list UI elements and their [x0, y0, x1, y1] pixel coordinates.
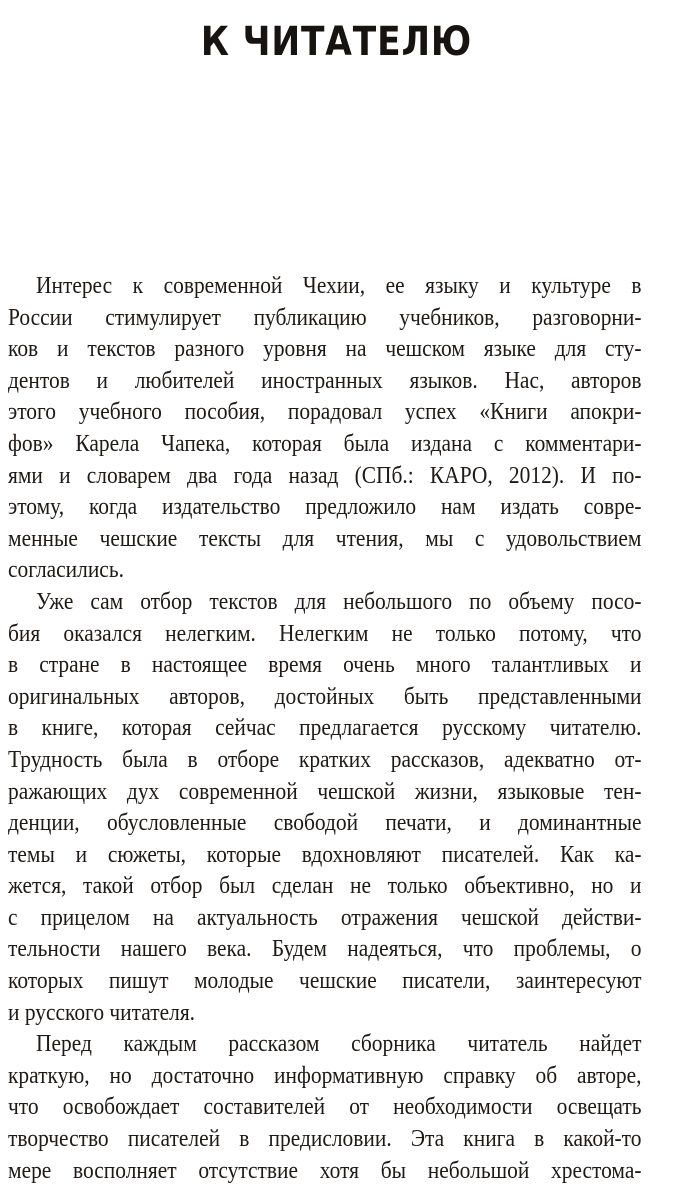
text-line: менные чешские тексты для чтения, мы с удовольствием [8, 524, 642, 552]
text-line: бия оказался нелегким. Нелегким не только потому, что [8, 619, 642, 647]
text-line: темы и сюжеты, которые вдохновляют писателей. Как ка- [8, 840, 642, 868]
text-line: Трудность была в отборе кратких рассказов, адекватно от- [8, 745, 642, 773]
text-line: согласились. [8, 556, 124, 584]
text-line: которых пишут молодые чешские писатели, заинтересуют [8, 967, 642, 995]
text-line: мере восполняет отсутствие хотя бы небольшой хрестома- [8, 1156, 642, 1184]
chapter-heading: К ЧИТАТЕЛЮ [200, 19, 473, 65]
text-line: с прицелом на актуальность отражения чешской действи- [8, 903, 642, 931]
text-line: Уже сам отбор текстов для небольшого по объему посо- [36, 587, 642, 615]
text-line: денции, обусловленные свободой печати, и доминантные [8, 809, 642, 837]
text-line: дентов и любителей иностранных языков. Нас, авторов [8, 366, 642, 394]
text-line: творчество писателей в предисловии. Эта книга в какой-то [8, 1125, 642, 1153]
text-line: оригинальных авторов, достойных быть представленными [8, 682, 642, 710]
text-line: этому, когда издательство предложило нам издать совре- [8, 493, 642, 521]
body-text [8, 270, 642, 1186]
text-line: этого учебного пособия, порадовал успех «Книги апокри- [8, 398, 642, 426]
text-line: и русского читателя. [8, 998, 196, 1026]
text-line: фов» Карела Чапека, которая была издана с комментари- [8, 429, 642, 457]
text-line: Интерес к современной Чехии, ее языку и культуре в [36, 272, 642, 299]
text-line: ями и словарем два года назад (СПб.: КАРО, 2012). И по- [8, 461, 642, 489]
text-line: ражающих дух современной чешской жизни, языковые тен- [8, 777, 642, 805]
text-line: краткую, но достаточно информативную справку об авторе, [8, 1061, 642, 1089]
text-line: в книге, которая сейчас предлагается русскому читателю. [8, 714, 642, 742]
text-line: что освобождает составителей от необходимости освещать [8, 1093, 642, 1121]
text-line: жется, такой отбор был сделан не только объективно, но и [8, 872, 642, 900]
text-line: Перед каждым рассказом сборника читатель найдет [36, 1030, 642, 1058]
text-line: в стране в настоящее время очень много талантливых и [8, 651, 642, 679]
text-line: тельности нашего века. Будем надеяться, что проблемы, о [8, 935, 642, 963]
text-line: России стимулирует публикацию учебников, разговорни- [8, 303, 642, 331]
text-line: ков и текстов разного уровня на чешском языке для сту- [8, 335, 642, 363]
